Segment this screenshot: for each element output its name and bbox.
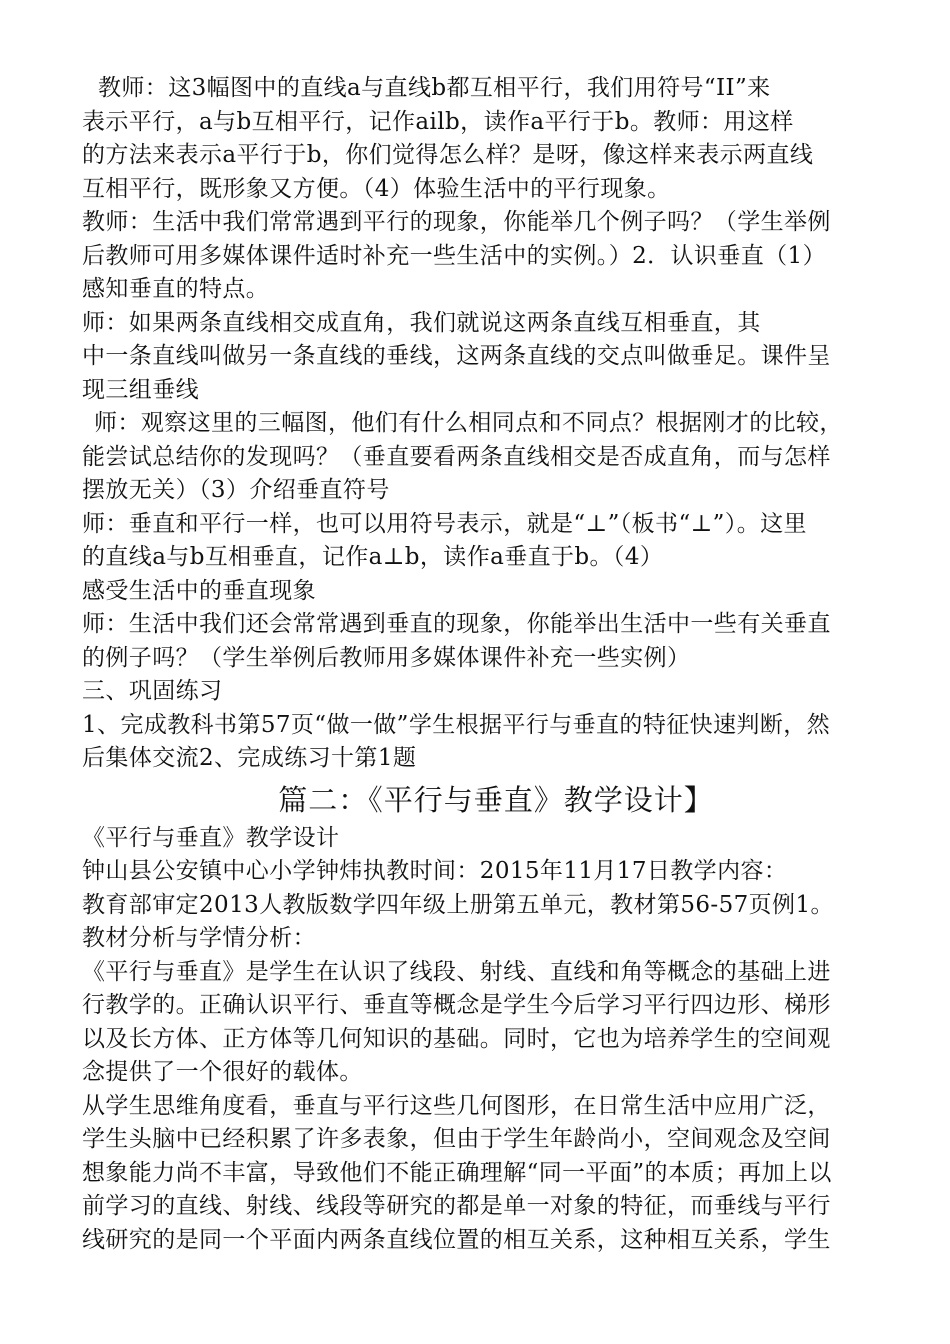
text-line: 想象能力尚不丰富，导致他们不能正确理解“同一平面”的本质；再加上以 (82, 1159, 832, 1186)
text-line: 教师：生活中我们常常遇到平行的现象，你能举几个例子吗？（学生举例 (82, 209, 831, 235)
section-two-text (82, 822, 880, 1258)
text-line: 教材分析与学情分析： (82, 925, 316, 951)
chapter-heading: 篇二：《平行与垂直》教学设计】 (278, 782, 714, 817)
text-line: 师：生活中我们还会常常遇到垂直的现象，你能举出生活中一些有关垂直 (82, 611, 831, 637)
text-line: 后集体交流2、完成练习十第1题 (82, 745, 417, 771)
text-line: 的直线a与b互相垂直，记作a⊥b，读作a垂直于b。（4） (82, 544, 664, 570)
text-line: 互相平行，既形象又方便。（4）体验生活中的平行现象。 (82, 175, 671, 202)
section-heading-practice: 三、巩固练习 (82, 678, 223, 704)
text-line: 后教师可用多媒体课件适时补充一些生活中的实例。）2．认识垂直（1） (82, 242, 826, 269)
text-line: 师：如果两条直线相交成直角，我们就说这两条直线互相垂直，其 (82, 309, 761, 336)
text-line: 《平行与垂直》是学生在认识了线段、射线、直线和角等概念的基础上进 (82, 958, 831, 985)
text-line: 能尝试总结你的发现吗？（垂直要看两条直线相交是否成直角，而与怎样 (82, 443, 831, 470)
text-line: 以及长方体、正方体等几何知识的基础。同时，它也为培养学生的空间观 (82, 1025, 831, 1052)
text-line: 前学习的直线、射线、线段等研究的都是单一对象的特征，而垂线与平行 (82, 1193, 831, 1219)
document-subtitle: 《平行与垂直》教学设计 (82, 824, 340, 851)
text-line: 行教学的。正确认识平行、垂直等概念是学生今后学习平行四边形、梯形 (82, 992, 831, 1018)
text-line: 钟山县公安镇中心小学钟炜执教时间：2015年11月17日教学内容： (82, 858, 788, 884)
text-line: 摆放无关）（3）介绍垂直符号 (82, 477, 390, 503)
text-line: 1、完成教科书第57页“做一做”学生根据平行与垂直的特征快速判断，然 (82, 711, 831, 738)
text-line: 从学生思维角度看，垂直与平行这些几何图形，在日常生活中应用广泛， (82, 1092, 831, 1119)
text-line: 学生头脑中已经积累了许多表象，但由于学生年龄尚小，空间观念及空间 (82, 1126, 831, 1152)
text-line: 感受生活中的垂直现象 (82, 577, 316, 604)
text-line: 中一条直线叫做另一条直线的垂线，这两条直线的交点叫做垂足。课件呈 (82, 343, 831, 369)
text-line: 感知垂直的特点。 (82, 276, 270, 302)
text-line: 现三组垂线 (82, 376, 199, 403)
text-line: 教师：这3幅图中的直线a与直线b都互相平行，我们用符号“II”来 (98, 75, 771, 101)
text-line: 的例子吗？（学生举例后教师用多媒体课件补充一些实例） (82, 644, 691, 671)
section-one-text (82, 72, 880, 776)
text-line: 线研究的是同一个平面内两条直线位置的相互关系，这种相互关系，学生 (82, 1226, 831, 1253)
text-line: 师：垂直和平行一样，也可以用符号表示，就是“⊥”（板书“⊥”）。这里 (82, 510, 807, 537)
text-line: 表示平行，a与b互相平行，记作ailb，读作a平行于b。教师：用这样 (82, 108, 794, 135)
text-line: 念提供了一个很好的载体。 (82, 1059, 363, 1085)
text-line: 的方法来表示a平行于b，你们觉得怎么样？是呀，像这样来表示两直线 (82, 142, 814, 168)
text-line: 教育部审定2013人教版数学四年级上册第五单元，教材第56-57页例1。 (82, 891, 834, 918)
text-line: 师：观察这里的三幅图，他们有什么相同点和不同点？根据刚才的比较， (94, 410, 843, 436)
